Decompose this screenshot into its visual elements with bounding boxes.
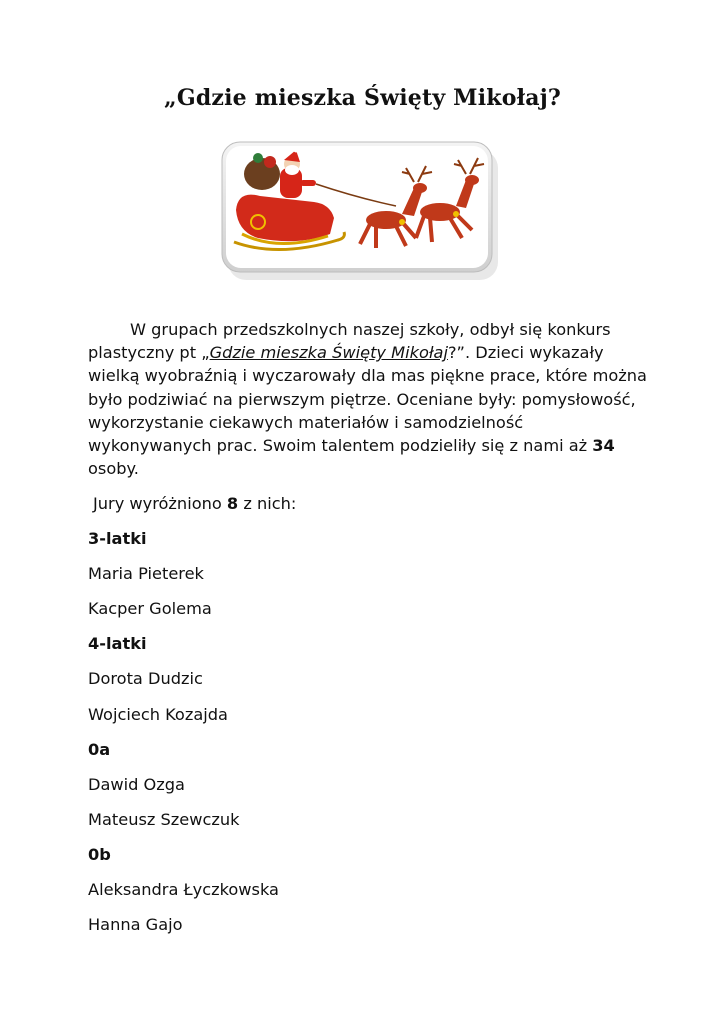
participant-count: 34	[592, 436, 615, 456]
winner-name: Dorota Dudzic	[88, 669, 203, 688]
winner-name: Aleksandra Łyczkowska	[88, 880, 279, 899]
winner-name: Maria Pieterek	[88, 564, 204, 583]
santa-sleigh-illustration	[218, 138, 504, 284]
jury-text: z nich:	[238, 494, 297, 513]
winner-name: Mateusz Szewczuk	[88, 810, 240, 829]
awarded-count: 8	[226, 494, 239, 513]
winner-name: Dawid Ozga	[88, 775, 185, 794]
group-heading: 0a	[88, 740, 111, 759]
paragraph-text: W grupach przedszkolnych naszej szkoły, odbył się konkurs plastyczny pt „	[88, 320, 611, 363]
winner-name: Kacper Golema	[88, 599, 212, 618]
page-title: „Gdzie mieszka Święty Mikołaj?	[164, 85, 561, 111]
paragraph-text: ?”. Dzieci wykazały wielką wyobraźnią i wyczarowały dla mas piękne prace, które można było podziwiać na pierwszym piętrze. Oceniane były: pomysłowość, wykorzystanie ciekawych materiałów i samodzielność wykonywanych prac. Swoim talentem podzieliły się z nami aż	[88, 343, 647, 456]
paragraph-text: osoby.	[88, 459, 139, 479]
group-heading: 4-latki	[88, 634, 147, 653]
contest-name: Gdzie mieszka Święty Mikołaj	[209, 343, 448, 363]
group-heading: 0b	[88, 845, 111, 864]
group-heading: 3-latki	[88, 529, 147, 548]
winner-name: Wojciech Kozajda	[88, 705, 228, 724]
jury-line	[93, 494, 296, 513]
jury-text: Jury wyróżniono	[93, 494, 227, 513]
winner-name: Hanna Gajo	[88, 915, 183, 934]
article-paragraph	[88, 318, 648, 480]
